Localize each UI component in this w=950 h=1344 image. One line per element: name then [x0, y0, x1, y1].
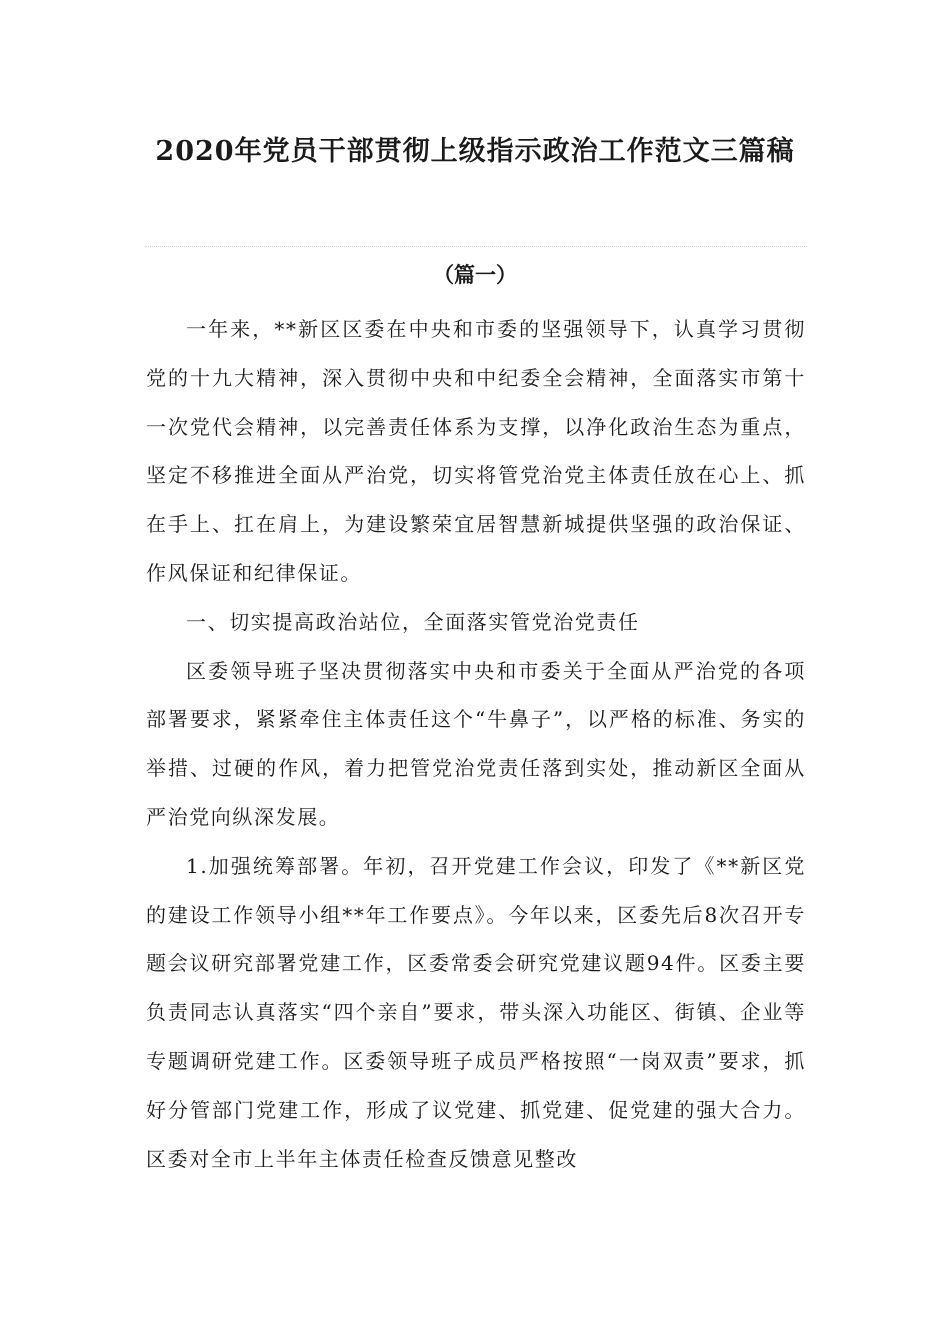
- paragraph-heading-one: 一、切实提高政治站位，全面落实管党治党责任: [186, 609, 640, 634]
- document-title: 2020年党员干部贯彻上级指示政治工作范文三篇稿: [155, 136, 795, 167]
- document-body: [146, 305, 806, 1183]
- title-divider: [145, 246, 807, 247]
- paragraph-intro: 一年来，**新区区委在中央和市委的坚强领导下，认真学习贯彻党的十九大精神，深入贯彻中央和中纪委全会精神，全面落实市第十一次党代会精神，以完善责任体系为支撑，以净化政治生态为重点，坚定不移推进全面从严治党，切实将管党治党主体责任放在心上、抓在手上、扛在肩上，为建设繁荣宜居智慧新城提供坚强的政治保证、作风保证和纪律保证。: [146, 317, 806, 585]
- paragraph-responsibility: 区委领导班子坚决贯彻落实中央和市委关于全面从严治党的各项部署要求，紧紧牵住主体责任这个“牛鼻子”，以严格的标准、务实的举措、过硬的作风，着力把管党治党责任落到实处，推动新区全面从严治党向纵深发展。: [146, 658, 806, 829]
- paragraph-item-one: 1.加强统筹部署。年初，召开党建工作会议，印发了《**新区党的建设工作领导小组**年工作要点》。今年以来，区委先后8次召开专题会议研究部署党建工作，区委常委会研究党建议题94件。区委主要负责同志认真落实“四个亲自”要求，带头深入功能区、街镇、企业等专题调研党建工作。区委领导班子成员严格按照“一岗双责”要求，抓好分管部门党建工作，形成了议党建、抓党建、促党建的强大合力。区委对全市上半年主体责任检查反馈意见整改: [146, 853, 806, 1171]
- section-heading: （篇一）: [433, 262, 517, 287]
